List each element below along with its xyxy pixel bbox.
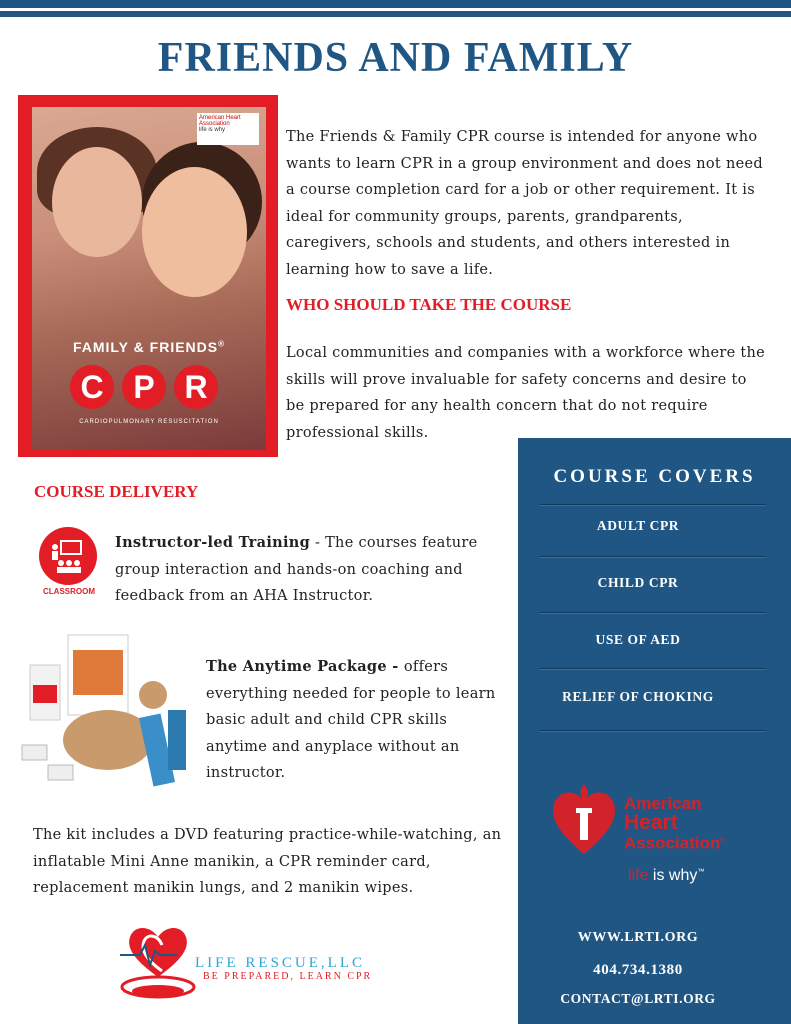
course-cover-image: [18, 95, 278, 457]
phone-number[interactable]: 404.734.1380: [593, 962, 683, 978]
instructor-led-paragraph: Instructor-led Training - The courses feature group interaction and hands-on coaching and feedback from an AHA Instructor.: [115, 534, 478, 604]
who-heading: WHO SHOULD TAKE THE COURSE: [286, 295, 572, 314]
anytime-kit-image: [18, 630, 198, 800]
divider: [540, 668, 766, 670]
email-link[interactable]: CONTACT@LRTI.ORG: [560, 991, 716, 1006]
aha-heart-torch-icon: [548, 780, 620, 860]
divider: [540, 730, 766, 732]
cover-aha-badge: American Heart Association life is why: [197, 113, 259, 145]
cover-series-title: FAMILY & FRIENDS®: [72, 339, 226, 355]
covers-item-child-cpr: CHILD CPR: [597, 575, 679, 590]
divider: [540, 556, 766, 558]
cover-subtitle: CARDIOPULMONARY RESUSCITATION: [79, 419, 219, 425]
brand-tagline: BE PREPARED, LEARN CPR: [203, 971, 373, 982]
top-border-thick: [0, 0, 791, 8]
cover-cpr-letters: C P R: [70, 365, 218, 409]
covers-item-aed: USE OF AED: [595, 632, 681, 647]
intro-paragraph: The Friends & Family CPR course is intended for anyone who wants to learn CPR in a group environment and does not need a course completion card for a job or other requirement. It is ideal for community groups, parents, grandparents, caregivers, schools and students, and others interested in learning how to save a life.: [286, 129, 763, 278]
kit-contents-paragraph: The kit includes a DVD featuring practice-while-watching, an inflatable Mini Anne manikin, a CPR reminder card, replacement manikin lungs, and 2 manikin wipes.: [33, 827, 502, 896]
divider: [540, 612, 766, 614]
covers-item-choking: RELIEF OF CHOKING: [562, 689, 714, 704]
aha-logo: American Heart Association® life is why™: [548, 780, 758, 890]
website-link[interactable]: WWW.LRTI.ORG: [577, 930, 699, 945]
covers-item-adult-cpr: ADULT CPR: [596, 518, 680, 533]
classroom-label: CLASSROOM: [43, 587, 95, 596]
life-rescue-logo: [118, 915, 418, 1005]
brand-name: LIFE RESCUE,LLC: [195, 955, 366, 971]
course-covers-panel: [518, 438, 791, 1024]
page-title: FRIENDS AND FAMILY: [157, 35, 634, 81]
aha-tagline: life is why™: [628, 867, 705, 884]
anytime-package-paragraph: The Anytime Package - offers everything needed for people to learn basic adult and child CPR skills anytime and anyplace without an instructor.: [206, 658, 496, 781]
divider: [540, 504, 766, 506]
delivery-heading: COURSE DELIVERY: [34, 482, 199, 501]
top-border-thin: [0, 11, 791, 17]
course-covers-title: COURSE COVERS: [553, 466, 756, 487]
classroom-icon: [35, 527, 103, 597]
who-paragraph: Local communities and companies with a workforce where the skills will prove invaluable for safety concerns and desire to be prepared for any health concern that do not require professional skills.: [286, 345, 766, 441]
